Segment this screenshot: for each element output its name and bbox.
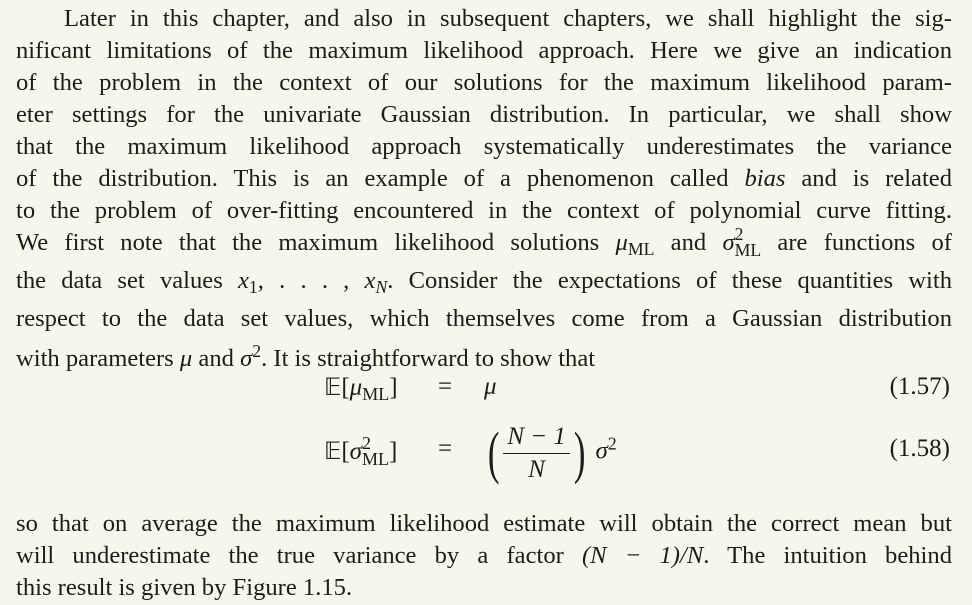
math-mu-ml: $\mu_{ML}$	[615, 229, 655, 259]
math-factor: (N − 1)/N	[581, 542, 704, 569]
text-line: nificant limitations of the maximum likelihood approach. Here we give an indication	[16, 37, 952, 64]
equation-rhs: μ	[484, 373, 497, 400]
text-line: the data set values $x_1$, . . . , $x_N$. Consider the expectations of these quantities with	[16, 266, 953, 297]
equals-sign: =	[438, 435, 453, 462]
text-line: eter settings for the univariate Gaussian distribution. In particular, we shall show	[16, 101, 952, 128]
text-line: to the problem of over-fitting encountered in the context of polynomial curve fitting.	[16, 197, 952, 224]
text-line: Later in this chapter, and also in subsequent chapters, we shall highlight the sig-	[64, 5, 952, 32]
text-line: respect to the data set values, which themselves come from a Gaussian distribution	[16, 304, 952, 332]
math-data-values: $x_1$, . . . , $x_N$	[237, 266, 388, 297]
text-line: of the distribution. This is an example of a phenomenon called bias and is related	[16, 165, 952, 192]
text-line: will underestimate the true variance by a factor (N − 1)/N. The intuition behind	[16, 542, 952, 569]
term-bias: bias	[744, 165, 786, 192]
equation-number: (1.57)	[889, 373, 950, 400]
equation-1-58	[0, 418, 972, 488]
paragraph-bias-intro	[16, 3, 952, 375]
paragraph-variance-conclusion	[16, 508, 952, 604]
text-line: that the maximum likelihood approach systematically underestimates the variance	[16, 133, 952, 160]
text-line: so that on average the maximum likelihood estimate will obtain the correct mean but	[16, 510, 952, 537]
text-line: this result is given by Figure 1.15.	[16, 574, 353, 601]
equation-1-57	[0, 373, 972, 413]
fraction: $\frac{N - 1}{N}$	[503, 421, 570, 486]
equals-sign: =	[438, 373, 453, 400]
text-line: with parameters μ and $\sigma^2$. It is straightforward to show that	[16, 340, 596, 372]
equation-number: (1.58)	[889, 435, 950, 462]
equation-lhs: $𝔼[\mu_{ML}]$	[324, 373, 398, 405]
math-sigma-squared: $\sigma^2$	[240, 340, 262, 372]
equation-rhs: ( $\frac{N - 1}{N}$ ) $\sigma^2$	[487, 420, 617, 485]
text-line: of the problem in the context of our solutions for the maximum likelihood param-	[16, 69, 952, 96]
math-sigma2-ml: σ 2 ML	[722, 224, 762, 261]
math-mu: μ	[179, 344, 193, 372]
equation-lhs: 𝔼[σ 2 ML ]	[324, 433, 398, 470]
text-line: We first note that the maximum likelihood solutions $\mu_{ML}$ and σ 2 ML are functions of	[16, 224, 952, 261]
